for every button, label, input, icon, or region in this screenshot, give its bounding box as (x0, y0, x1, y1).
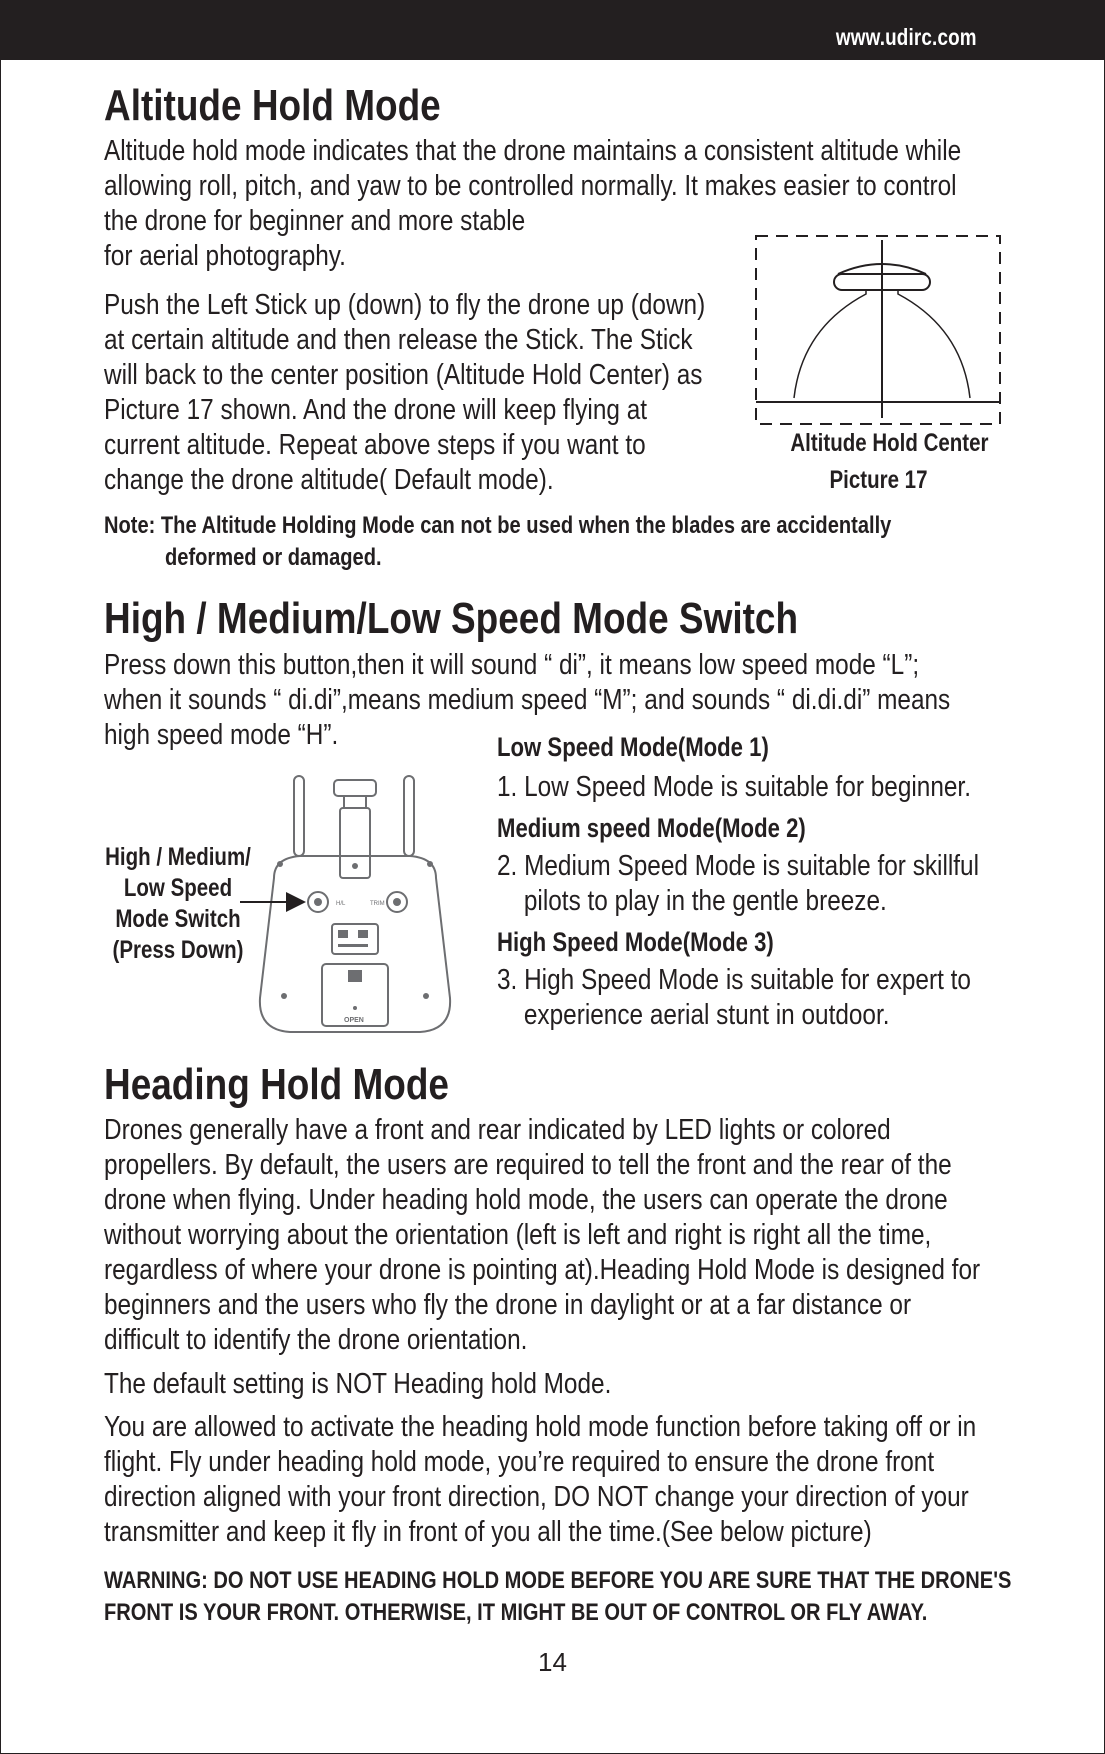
text-line: (Press Down) (112, 936, 244, 964)
mode1-heading: Low Speed Mode(Mode 1) (497, 732, 769, 762)
text-line: beginners and the users who fly the drone in daylight or at a far distance or (104, 1289, 912, 1321)
text-line: Picture 17 shown. And the drone will keep flying at (104, 394, 648, 426)
text-line: regardless of where your drone is pointing at).Heading Hold Mode is designed for (104, 1254, 981, 1286)
website-url: www.udirc.com (836, 24, 977, 50)
joystick-illustration (748, 228, 1008, 428)
altitude-body (104, 288, 705, 498)
text-line: flight. Fly under heading hold mode, you’re required to ensure the drone front (104, 1446, 935, 1478)
text-line: current altitude. Repeat above steps if you want to (104, 429, 646, 461)
text-line: for aerial photography. (104, 240, 346, 272)
heading-warning: WARNING: DO NOT USE HEADING HOLD MODE BEFORE YOU ARE SURE THAT THE DRONE'S (104, 1567, 1012, 1594)
heading-para1 (104, 1113, 980, 1358)
mode3-text (497, 963, 971, 1033)
mode2-text (497, 849, 979, 919)
open-label: OPEN (344, 1017, 364, 1024)
text-line: experience aerial stunt in outdoor. (523, 999, 890, 1031)
text-line: transmitter and keep it fly in front of you all the time.(See below picture) (104, 1516, 872, 1548)
text-line: without worrying about the orientation (left is left and right is right all the time, (104, 1219, 932, 1251)
text-line: drone when flying. Under heading hold mode, the users can operate the drone (104, 1184, 948, 1216)
trim-label: TRIM (370, 901, 385, 907)
text-line: direction aligned with your front direction, DO NOT change your direction of your (104, 1481, 969, 1513)
text-line: will back to the center position (Altitude Hold Center) as (104, 359, 703, 391)
text-line: 1. Low Speed Mode is suitable for beginner. (497, 771, 971, 803)
text-line: change the drone altitude( Default mode). (104, 464, 554, 496)
text-line: Mode Switch (115, 905, 241, 933)
page-number: 14 (538, 1647, 567, 1677)
text-line: High / Medium/ (105, 843, 251, 871)
text-line: Low Speed (123, 874, 233, 902)
text-line: difficult to identify the drone orientation. (104, 1324, 528, 1356)
altitude-title: Altitude Hold Mode (104, 81, 441, 130)
text-line: 3. High Speed Mode is suitable for expert to (497, 964, 971, 996)
text-line: when it sounds “ di.di”,means medium speed “M”; and sounds “ di.di.di” means (104, 684, 951, 716)
text-line: You are allowed to activate the heading hold mode function before taking off or in (104, 1411, 977, 1443)
remote-controller-illustration (240, 768, 460, 1038)
heading-warning-cont: FRONT IS YOUR FRONT. OTHERWISE, IT MIGHT BE OUT OF CONTROL OR FLY AWAY. (104, 1599, 928, 1626)
altitude-note: Note: The Altitude Holding Mode can not be used when the blades are accidentally (104, 512, 892, 539)
text-line: allowing roll, pitch, and yaw to be controlled normally. It makes easier to control (104, 170, 957, 202)
text-line: pilots to play in the gentle breeze. (523, 885, 887, 917)
mode1-text (497, 770, 971, 805)
text-line: Drones generally have a front and rear indicated by LED lights or colored (104, 1114, 891, 1146)
speed-title: High / Medium/Low Speed Mode Switch (104, 594, 799, 643)
mode3-heading: High Speed Mode(Mode 3) (497, 927, 774, 957)
heading-para2: The default setting is NOT Heading hold Mode. (104, 1368, 612, 1400)
text-line: the drone for beginner and more stable (104, 205, 526, 237)
text-line: propellers. By default, the users are required to tell the front and the rear of the (104, 1149, 952, 1181)
altitude-note-cont: deformed or damaged. (165, 544, 382, 571)
picture-17-caption: Picture 17 (829, 466, 928, 494)
alt-label: H/L (336, 901, 346, 907)
text-line: Press down this button,then it will sound “ di”, it means low speed mode “L”; (104, 649, 920, 681)
text-line: at certain altitude and then release the Stick. The Stick (104, 324, 693, 356)
text-line: Push the Left Stick up (down) to fly the drone up (down) (104, 289, 706, 321)
altitude-hold-center-label: Altitude Hold Center (790, 429, 989, 457)
heading-para3 (104, 1410, 976, 1550)
text-line: 2. Medium Speed Mode is suitable for skillful (497, 850, 980, 882)
heading-title: Heading Hold Mode (104, 1060, 449, 1109)
text-line: high speed mode “H”. (104, 719, 339, 751)
text-line: Altitude hold mode indicates that the drone maintains a consistent altitude while (104, 135, 962, 167)
mode2-heading: Medium speed Mode(Mode 2) (497, 813, 806, 843)
